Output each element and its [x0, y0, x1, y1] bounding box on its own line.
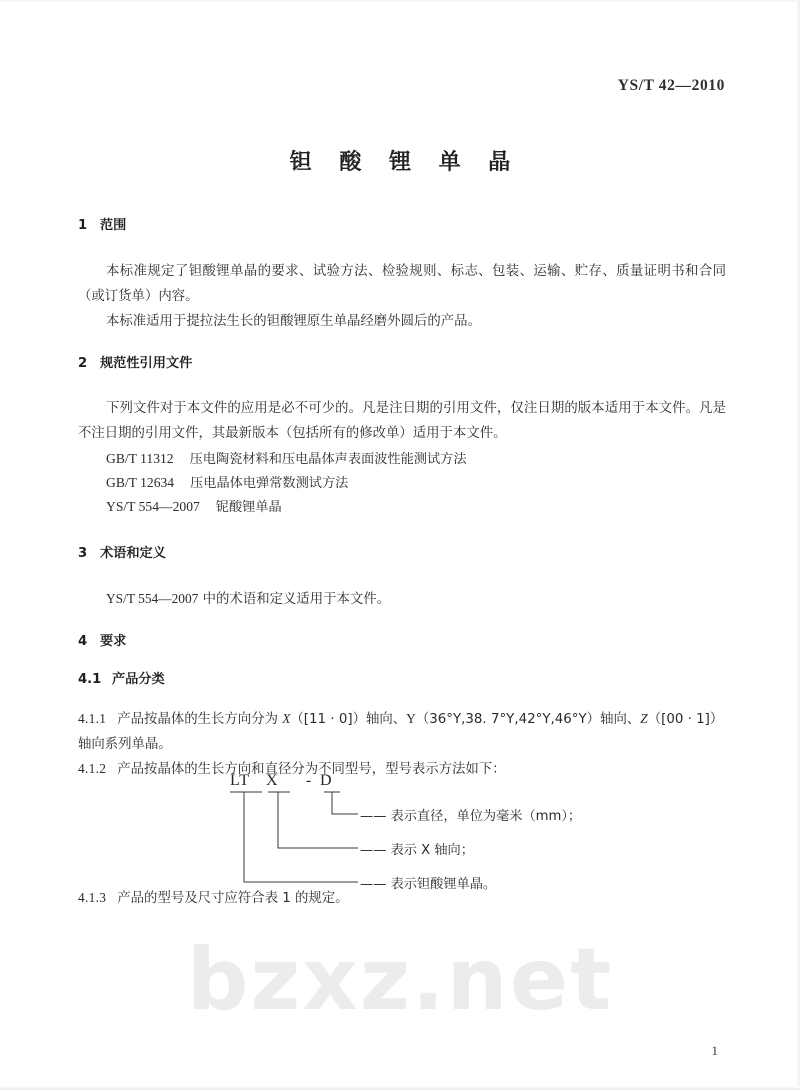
clause-4-1-3 — [78, 885, 726, 911]
clause-3-title: 术语和定义 — [100, 546, 166, 561]
clause-4-1-2-label: 4.1.2 — [78, 761, 107, 776]
axis-y-spec: （36°Y,38. 7°Y,42°Y,46°Y）轴向、 — [415, 712, 641, 727]
reference-title: 压电晶体电弹常数测试方法 — [190, 476, 349, 491]
axis-symbol-y: Y — [406, 711, 416, 726]
clause-3-paragraph-rest: 中的术语和定义适用于本文件。 — [198, 592, 391, 607]
clause-4-heading — [78, 630, 726, 649]
normative-reference-3 — [78, 495, 754, 520]
axis-symbol-z: Z — [640, 711, 648, 726]
clause-3-number: 3 — [78, 546, 88, 561]
model-annotation-diameter: —— 表示直径，单位为毫米（mm）； — [360, 809, 582, 824]
clause-4-1-number: 4.1 — [78, 672, 102, 687]
clause-4-1-1-label: 4.1.1 — [78, 711, 107, 726]
normative-reference-2 — [78, 471, 754, 496]
axis-symbol-x: X — [282, 711, 291, 726]
model-code-part-lt: LT — [230, 772, 251, 789]
clause-1-number: 1 — [78, 218, 88, 233]
clause-1-paragraph-2: 本标准适用于提拉法生长的钽酸锂原生单晶经磨外圆后的产品。 — [106, 314, 481, 329]
reference-title: 压电陶瓷材料和压电晶体声表面波性能测试方法 — [189, 452, 467, 467]
clause-4-1-heading — [78, 668, 726, 687]
running-header: YS/T 42—2010 — [617, 77, 725, 94]
clause-4-number: 4 — [78, 634, 88, 649]
clause-4-1-1-text-a: 产品按晶体的生长方向分为 — [117, 712, 283, 727]
model-annotation-material: —— 表示钽酸锂单晶。 — [360, 877, 497, 892]
axis-x-spec: （[11 · 0]）轴向、 — [290, 712, 407, 727]
reference-code: GB/T 12634 — [106, 475, 175, 490]
clause-1-paragraph-1: 本标准规定了钽酸锂单晶的要求、试验方法、检验规则、标志、包装、运输、贮存、质量证明书和合同（或订货单）内容。 — [78, 264, 726, 304]
page-edge-bottom — [0, 1086, 800, 1090]
normative-reference-1 — [78, 447, 754, 472]
model-code-part-d: D — [320, 772, 333, 789]
model-code-part-x: X — [266, 772, 279, 789]
clause-4-1-1-text-b: 轴向系列单晶。 — [78, 737, 172, 752]
clause-3-heading — [78, 542, 726, 561]
page-title: 钽 酸 锂 单 晶 — [289, 150, 521, 175]
watermark: bzxz.net — [186, 930, 614, 1030]
clause-2-title: 规范性引用文件 — [100, 356, 193, 371]
clause-4-1-2-text: 产品按晶体的生长方向和直径分为不同型号，型号表示方法如下： — [117, 762, 506, 777]
reference-title: 铌酸锂单晶 — [215, 500, 282, 515]
referenced-standard-code: YS/T 554—2007 — [106, 591, 199, 606]
model-designation-diagram — [78, 772, 726, 890]
clause-4-1-title: 产品分类 — [112, 672, 165, 687]
clause-1-title: 范围 — [100, 218, 127, 233]
clause-4-1-3-text: 产品的型号及尺寸应符合表 1 的规定。 — [117, 891, 349, 906]
reference-code: GB/T 11312 — [106, 451, 174, 466]
clause-2-number: 2 — [78, 356, 88, 371]
axis-z-spec: （[00 · 1]） — [647, 712, 724, 727]
clause-2-heading — [78, 352, 726, 371]
model-code-part-dash: - — [305, 772, 313, 789]
clause-4-title: 要求 — [100, 634, 127, 649]
page-edge-top — [0, 0, 800, 3]
clause-4-1-1 — [78, 706, 726, 757]
clause-3-paragraph-1 — [78, 586, 726, 612]
clause-1-heading — [78, 214, 726, 233]
reference-code: YS/T 554—2007 — [106, 499, 200, 514]
clause-2-paragraph-1: 下列文件对于本文件的应用是必不可少的。凡是注日期的引用文件，仅注日期的版本适用于本文件。凡是不注日期的引用文件，其最新版本（包括所有的修改单）适用于本文件。 — [78, 401, 726, 441]
page-number: 1 — [711, 1043, 718, 1058]
model-annotation-axis: —— 表示 X 轴向； — [360, 843, 474, 858]
clause-4-1-3-label: 4.1.3 — [78, 890, 107, 905]
